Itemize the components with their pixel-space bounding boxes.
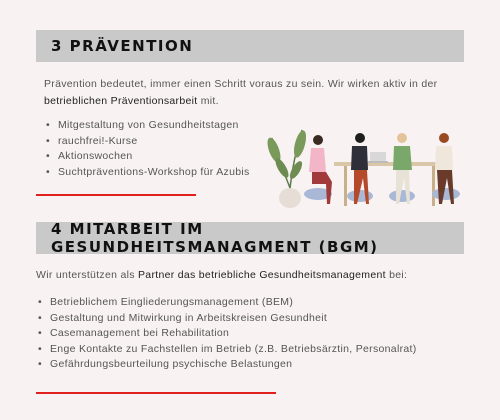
person-figure (347, 133, 373, 204)
intro-text: Prävention bedeutet, immer einen Schritt voraus zu sein. Wir wirken aktiv in der (44, 78, 438, 90)
list-item: • Aktionswochen (44, 149, 250, 165)
intro-text-end: bei: (385, 269, 408, 281)
intro-text: Wir unterstützen als (36, 269, 138, 281)
section-header-bgm (36, 222, 464, 254)
section-intro (44, 76, 464, 110)
section-title: 4 MITARBEIT IM GESUNDHEITSMANAGMENT (BGM) (51, 220, 379, 256)
list-item: • Mitgestaltung von Gesundheitstagen (44, 118, 250, 134)
list-item: • Betrieblichem Eingliederungsmanagement (BEM) (36, 295, 417, 311)
praevention-list (44, 118, 250, 180)
person-figure (304, 135, 332, 204)
bgm-list (36, 295, 417, 373)
section-intro (36, 267, 466, 284)
intro-highlight: betrieblichen Präventionsarbeit (44, 95, 198, 107)
list-item: • Gefährdungsbeurteilung psychische Belastungen (36, 357, 417, 373)
section-header-praevention (36, 30, 464, 62)
section-title: 3 PRÄVENTION (51, 37, 194, 55)
plant-icon (265, 129, 309, 208)
intro-text-end: mit. (197, 95, 219, 107)
team-meeting-illustration (262, 124, 468, 208)
list-item: • Enge Kontakte zu Fachstellen im Betrieb (z.B. Betriebsärztin, Personalrat) (36, 342, 417, 358)
table-top (334, 162, 444, 166)
list-item: • rauchfrei!-Kurse (44, 134, 250, 150)
laptop-icon (370, 152, 386, 162)
section-divider (36, 392, 276, 394)
list-item: • Gestaltung und Mitwirkung in Arbeitskreisen Gesundheit (36, 311, 417, 327)
list-item: • Casemanagement bei Rehabilitation (36, 326, 417, 342)
person-figure (432, 133, 460, 204)
section-divider (36, 194, 196, 196)
list-item: • Suchtpräventions-Workshop für Azubis (44, 165, 250, 181)
intro-highlight: Partner das betriebliche Gesundheitsmanagement (138, 269, 386, 281)
person-figure (389, 133, 415, 204)
